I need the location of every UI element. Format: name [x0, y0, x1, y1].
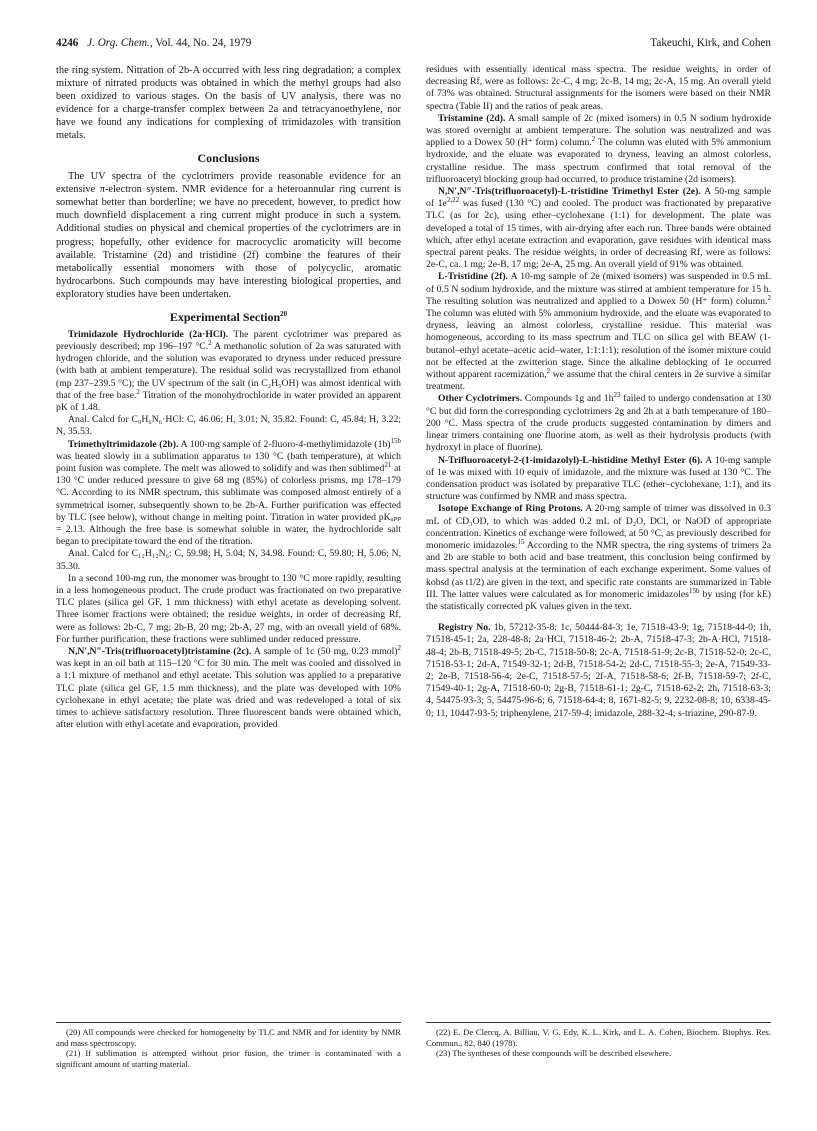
run-in-heading: N-Trifluoroacetyl-2-(1-imidazolyl)-L-histidine Methyl Ester (6).	[438, 454, 703, 466]
registry-text: 1b, 57212-35-8; 1c, 50444-84-3; 1e, 71518-43-9; 1g, 71518-44-0; 1h, 71518-45-1; 2a, 228-48-8; 2a·HCl, 71518-46-2; 2b-A, 71518-47-3; 2b-A·HCl, 71518-48-4; 2b-B, 71518-49-5; 2b-C, 71518-50-8; 2c-A, 71518-51-9; 2c-B, 71518-52-0; 2c-C, 71518-53-1; 2d-A, 71549-32-1; 2d-B, 71518-54-2; 2d-C, 71518-55-3; 2e-A, 71549-33-2; 2e-B, 71518-56-4; 2e-C, 71518-57-5; 2f-A, 71518-58-6; 2f-B, 71518-59-7; 2f-C, 71549-40-1; 2g-A, 71518-60-0; 2g-B, 71518-61-1; 2g-C, 71518-62-2; 2h, 71518-63-3; 4, 54475-93-3; 5, 54475-96-6; 6, 71518-64-4; 8, 1671-82-5; 9, 2232-08-8; 10, 6338-45-0; 11, 10447-93-5; triphenylene, 217-59-4; imidazole, 288-32-4; s-triazine, 290-87-9.	[426, 622, 771, 719]
run-in-heading: Other Cyclotrimers.	[438, 393, 523, 405]
footnote-ref: 15b	[688, 586, 700, 595]
run-in-heading: Isotope Exchange of Ring Protons.	[438, 503, 583, 515]
entry-text: A methanolic solution of 2a was saturated with hydrogen chloride, and the solution was evaporated to dryness under reduced pressure (with bath at ambient temperature). The residual solid was recrystallized from ethanol (mp 237–239.5 °C); the UV spectrum of the salt (in C₂H₅OH) was almost identical with that of the free base.	[56, 340, 402, 401]
entry-text: A sample of 1c (50 mg, 0.23 mmol)	[251, 646, 398, 658]
analysis-line: Anal. Calcd for C₉H₆N₆·HCl: C, 46.06; H, 3.01; N, 35.82. Found: C, 45.84; H, 3.22; N, 35.53.	[56, 414, 401, 438]
entry-text: The column was eluted with 5% ammonium hydroxide, and the eluate was evaporated to dryness, leaving an almost colorless, crystalline residue. The mass spectrum confirmed that total removal of the trifluoroacetyl blocking group had occurred, to produce tristamine (2d isomers).	[426, 137, 771, 185]
footnote-ref: 2	[546, 366, 551, 375]
footnote-ref: 2,22	[446, 196, 460, 204]
footnote: (23) The syntheses of these compounds will be described elsewhere.	[436, 1048, 672, 1059]
entry-text: A 10-mg sample of 2e (mixed isomers) was suspended in 0.5 mL of 0.5 N sodium hydroxide, and the mixture was stirred at ambient temperature for 15 h. The resulting solution was neutralized and applied to a Dowex 50 (H⁺ form) column.	[426, 271, 771, 307]
run-in-heading: Trimidazole Hydrochloride (2a·HCl).	[68, 328, 229, 340]
footnotes-right	[426, 1022, 771, 1059]
left-column	[56, 64, 401, 731]
run-in-heading: Tristamine (2d).	[438, 112, 506, 124]
entry-text: we assume that the chiral centers in 2e survive a similar treatment.	[426, 369, 771, 393]
footnote-ref: 15	[517, 537, 525, 546]
footnote-ref: 2	[208, 338, 212, 347]
footnote: (22) E. De Clercq, A. Billiau, V. G. Edy, K. L. Kirk, and L. A. Cohen, Biochem. Biophys. Res. Commun., 82, 840 (1978).	[426, 1027, 771, 1048]
run-in-heading: N,N′,N″-Tris(trifluoroacetyl)-L-tristidine Trimethyl Ester (2e).	[438, 186, 701, 198]
entry-text: A 50-mg sample of 1e	[426, 186, 771, 210]
right-column	[426, 64, 771, 720]
entry-text: A 10-mg sample of 1e was mixed with 10 equiv of imidazole, and the mixture was fused at 130 °C. The condensation product was isolated by preparative TLC (ether–cyclohexane, 1:1), and its structure was confirmed by NMR and mass spectra.	[426, 454, 771, 503]
footnote-ref: 21	[384, 460, 392, 469]
analysis-line: Anal. Calcd for C₁₂H₁₂N₆: C, 59.98; H, 5.04; N, 34.98. Found: C, 59.80; H, 5.06; N, 35.30.	[56, 548, 401, 572]
footnote-ref: 2	[136, 387, 140, 396]
entry-text: The column was eluted with 5% ammonium hydroxide, and the eluate was evaporated to dryness, leaving an almost colorless, crystalline residue. This material was homogeneous, according to its mass spectrum and TLC on silica gel with BEAW (1-butanol–ethyl acetate–acetic acid–water, 1:1:1:1); resolution of the isomer mixture could not be effected at the zwitterion stage. Since the alkaline deblocking of 1e occurred without apparent racemization,	[426, 308, 771, 381]
run-in-heading: N,N′,N″-Tris(trifluoroacetyl)tristamine (2c).	[68, 646, 252, 658]
registry-label: Registry No.	[438, 622, 491, 634]
footnote-ref: 15b	[390, 436, 402, 445]
paragraph: residues with essentially identical mass spectra. The residue weights, in order of decreasing Rf, were as follows: 2c-C, 4 mg; 2c-B, 14 mg; 2c-A, 15 mg. An overall yield of 73% was obtained. Structural assignments for the isomers were based on their NMR spectra (Table II) and the ratios of peak areas.	[426, 64, 771, 112]
footnote-ref: 2	[397, 643, 401, 652]
section-heading-conclusions: Conclusions	[197, 151, 260, 166]
footnote-ref: 2	[767, 293, 771, 302]
running-authors: Takeuchi, Kirk, and Cohen	[650, 37, 771, 49]
page-header	[56, 36, 771, 52]
entry-text: failed to undergo condensation at 130 °C but did form the corresponding cyclotrimers 2g and 2h at a bath temperature of 180–200 °C. Mass spectra of the crude products suggested contamination by dimers and linear trimers containing one fluorine atom, as well as their hydrolysis products (with hydroxyl in place of fluorine).	[426, 393, 772, 454]
experimental-entry	[56, 329, 401, 414]
entry-text: A 20-mg sample of trimer was dissolved in 0.3 mL of CD₃OD, to which was added 0.2 mL of D₂O, DCl, or NaOD of appropriate concentration. Kinetics of exchange were followed, at 50 °C, as previously described for monomeric imidazoles.	[426, 503, 771, 551]
entry-text: at 130 °C under reduced pressure to give 68 mg (85%) of colorless prisms, mp 178–179 °C. According to its NMR spectrum, this sublimate was composed almost entirely of a symmetrical isomer, subsequently shown to be 2b-A. Further purification was effected by TLC (see below), without change in melting point. Titration in water provided pKₐₚₚ = 2.13. Although the free base is somewhat soluble in water, the hydrochloride salt began to precipitate toward the end of the titration.	[56, 462, 401, 548]
experimental-entry	[426, 393, 771, 454]
paragraph: The UV spectra of the cyclotrimers provide reasonable evidence for an extensive π-electron system. NMR evidence for a heteroannular ring current is somewhat better than borderline; we have no precedent, however, to predict how much downfield displacement a ring current might produce in such a system. Additional studies on physical and chemical properties of the cyclotrimers are in progress; hopefully, other evidence for macrocyclic aromaticity will become available. Tristamine (2d) and tristidine (2f) combine the features of their metabolically essential monomers with those of polycyclic, aromatic hydrocarbons. Such compounds may have interesting biological properties, and exploratory studies have been undertaken.	[56, 171, 401, 300]
experimental-entry	[426, 113, 771, 186]
experimental-entry	[426, 455, 771, 504]
experimental-entry	[426, 503, 771, 613]
experimental-entry	[426, 186, 771, 271]
journal-name: J. Org. Chem.,	[87, 37, 153, 49]
footnote-rule	[56, 1022, 401, 1023]
run-in-heading: L-Tristidine (2f).	[438, 271, 508, 283]
entry-text: Compounds 1g and 1h	[522, 393, 614, 405]
experimental-entry	[56, 436, 402, 549]
entry-text: was kept in an oil bath at 115–120 °C for 30 min. The melt was cooled and dissolved in a 1:1 mixture of methanol and ethyl acetate. This solution was applied to a preparative TLC plate (silica gel GF, 1.5 mm thickness), and the plate was developed with 10% cyclohexane in ethyl acetate; the plate was dried and was redeveloped a total of six times to achieve satisfactory resolution. Three fluorescent bands were obtained which, after elution with ethyl acetate and evaporation, provided	[56, 658, 401, 731]
paragraph: In a second 100-mg run, the monomer was brought to 130 °C more rapidly, resulting in a less homogeneous product. The crude product was fractionated on two preparative TLC plates (silica gel GF, 1 mm thickness) with ethyl acetate as developing solvent. Three isomer fractions were obtained; the residue weights, in order of decreasing Rf, were as follows: 2b-C, 7 mg; 2b-B, 20 mg; 2b-A, 27 mg, with an overall yield of 68%. For further purification, these fractions were sublimed under reduced pressure.	[56, 572, 401, 645]
entry-text: The parent cyclotrimer was prepared as previously described; mp 196–197 °C.	[56, 328, 401, 352]
experimental-entry	[426, 271, 771, 393]
journal-volume: Vol. 44, No. 24, 1979	[155, 37, 252, 49]
entry-text: was heated slowly in a sublimation apparatus to 130 °C (bath temperature), at which point fusion was complete. The melt was allowed to solidify and was then sublimed	[56, 450, 401, 474]
run-in-heading: Trimethyltrimidazole (2b).	[68, 438, 179, 450]
section-heading-experimental	[56, 310, 401, 325]
footnote: (21) If sublimation is attempted without prior fusion, the trimer is contaminated with a significant amount of starting material.	[56, 1048, 401, 1069]
entry-text: Titration of the monohydrochloride in water provided an apparent pK of 1.48.	[56, 389, 402, 413]
footnote-ref: 23	[613, 391, 621, 400]
registry-numbers	[426, 622, 771, 720]
heading-text: Experimental Section	[169, 309, 281, 324]
footnote: (20) All compounds were checked for homogeneity by TLC and NMR and for identity by NMR and mass spectroscopy.	[56, 1027, 401, 1048]
entry-text: by using (for kE) the statistically corrected pK values given in the text.	[426, 588, 771, 612]
footnote-ref: 20	[280, 309, 288, 318]
entry-text: was fused (130 °C) and cooled. The product was fractionated by preparative TLC (as for 2c), using ether–cyclohexane (1:1) for development. The plate was developed a total of 15 times, with air-drying after each run. Three bands were obtained which, after ethyl acetate extraction and evaporation, gave residues with identical mass spectral parent peaks. The residue weights, in order of decreasing Rf, were as follows: 2e-C, ca. 1 mg; 2e-B, 17 mg; 2e-A, 25 mg. An overall yield of 91% was obtained.	[426, 198, 772, 271]
experimental-entry	[56, 643, 401, 731]
footnote-ref: 2	[591, 134, 596, 143]
paragraph: the ring system. Nitration of 2b-A occurred with less ring degradation; a complex mixture of nitrated products was obtained in which the methyl groups had also been oxidized to various stages. On the basis of UV analysis, there was no evidence for a charge-transfer complex between 2a and tetracyanoethylene, nor have we found any indications for complexing of trimidazoles with transition metals.	[56, 65, 401, 142]
footnotes-left	[56, 1022, 401, 1069]
entry-text: A small sample of 2c (mixed isomers) in 0.5 N sodium hydroxide was stored overnight at ambient temperature. The solution was neutralized and was applied to a Dowex 50 (H⁺ form) column.	[426, 112, 771, 149]
page-number: 4246	[56, 37, 79, 49]
entry-text: According to the NMR spectra, the ring systems of trimers 2a and 2b are stable to both acid and base treatment, this conclusion being confirmed by mass spectral analysis at the termination of each exchange experiment. Some values of kobsd (as t1/2) are given in the text, and specific rate constants are summarized in Table III. The latter values were calculated as for monomeric imidazoles	[426, 539, 771, 600]
footnote-rule	[426, 1022, 771, 1023]
entry-text: A 100-mg sample of 2-fluoro-4-methylimidazole (1b)	[178, 438, 391, 450]
